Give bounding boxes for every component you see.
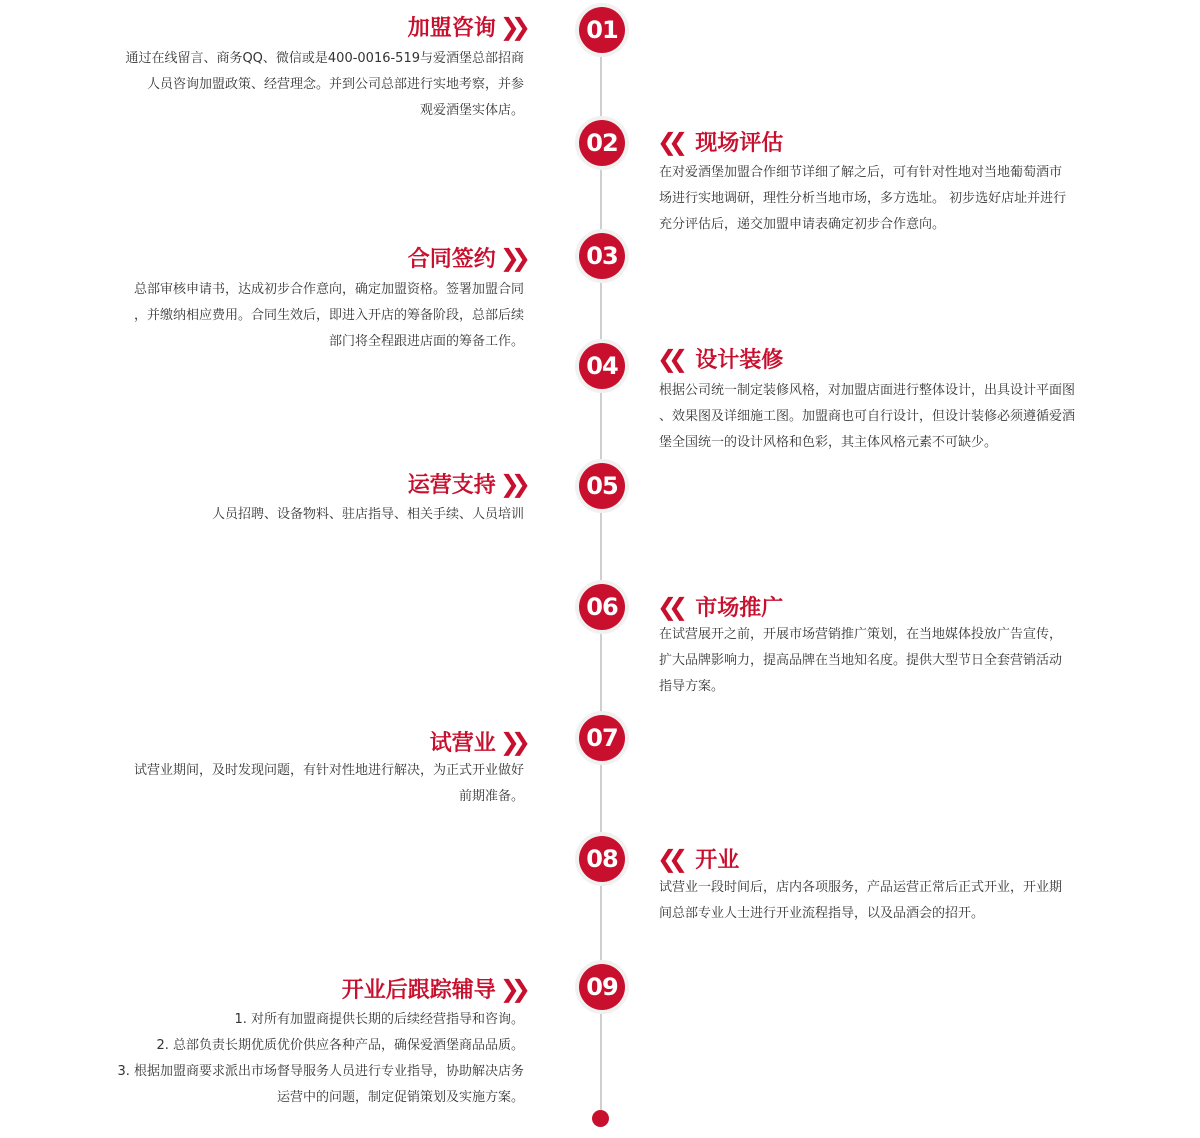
step-title-text: 设计装修: [695, 348, 784, 373]
step-number-badge: 02: [579, 120, 625, 166]
double-chevron-left-icon: ❮❮: [657, 845, 680, 873]
step-description-line: 在试营展开之前，开展市场营销推广策划，在当地媒体投放广告宣传，: [659, 627, 1063, 642]
step-description-line: 指导方案。: [659, 679, 725, 694]
step-title: [430, 727, 522, 759]
step-number-badge: 07: [579, 715, 625, 761]
step-number-badge: 05: [579, 463, 625, 509]
step-description-line: 通过在线留言、商务QQ、微信或是400-0016-519与爱酒堡总部招商: [125, 51, 524, 66]
step-description-line: 、效果图及详细施工图。加盟商也可自行设计，但设计装修必须遵循爱酒: [659, 409, 1076, 424]
step-title-text: 现场评估: [695, 131, 784, 156]
step-title: [657, 127, 783, 159]
double-chevron-right-icon: ❯❯: [499, 728, 522, 756]
step-title-text: 市场推广: [695, 596, 784, 621]
double-chevron-right-icon: ❯❯: [499, 975, 522, 1003]
step-description-line: 扩大品牌影响力，提高品牌在当地知名度。提供大型节日全套营销活动: [659, 653, 1063, 668]
step-title: [408, 243, 522, 275]
step-title-text: 试营业: [429, 731, 496, 756]
step-description-line: 观爱酒堡实体店。: [419, 103, 524, 118]
step-description-line: 2. 总部负责长期优质优价供应各种产品，确保爱酒堡商品品质。: [156, 1038, 524, 1053]
step-number-badge: 06: [579, 584, 625, 630]
step-title: [657, 344, 783, 376]
step-description: [659, 378, 1129, 456]
step-number-badge: 04: [579, 343, 625, 389]
double-chevron-left-icon: ❮❮: [657, 345, 680, 373]
step-description-line: 在对爱酒堡加盟合作细节详细了解之后，可有针对性地对当地葡萄酒市: [659, 165, 1063, 180]
step-number-badge: 08: [579, 836, 625, 882]
step-description-line: 前期准备。: [458, 789, 524, 804]
step-description-line: 充分评估后，递交加盟申请表确定初步合作意向。: [659, 217, 946, 232]
step-description-line: 部门将全程跟进店面的筹备工作。: [328, 334, 524, 349]
step-title: [342, 974, 522, 1006]
step-title: [657, 844, 739, 876]
step-description: [54, 758, 524, 810]
step-description: [54, 1007, 524, 1111]
step-description-line: 试营业一段时间后，店内各项服务，产品运营正常后正式开业，开业期: [659, 880, 1063, 895]
step-description-line: 场进行实地调研，理性分析当地市场，多方选址。 初步选好店址并进行: [659, 191, 1067, 206]
double-chevron-left-icon: ❮❮: [657, 593, 680, 621]
double-chevron-left-icon: ❮❮: [657, 128, 680, 156]
double-chevron-right-icon: ❯❯: [499, 470, 522, 498]
step-number-badge: 09: [579, 964, 625, 1010]
step-description-line: ，并缴纳相应费用。合同生效后，即进入开店的筹备阶段，总部后续: [133, 308, 524, 323]
step-description: [54, 46, 524, 124]
step-title-text: 开业: [695, 848, 740, 873]
step-description-line: 根据公司统一制定装修风格，对加盟店面进行整体设计，出具设计平面图: [659, 383, 1076, 398]
step-description-line: 运营中的问题，制定促销策划及实施方案。: [276, 1090, 524, 1105]
double-chevron-right-icon: ❯❯: [499, 13, 522, 41]
step-title-text: 加盟咨询: [407, 16, 496, 41]
step-description-line: 人员咨询加盟政策、经营理念。并到公司总部进行实地考察，并参: [146, 77, 524, 92]
timeline-axis-line: [600, 30, 602, 1120]
step-description: [54, 277, 524, 355]
step-title: [408, 469, 522, 501]
step-description-line: 堡全国统一的设计风格和色彩，其主体风格元素不可缺少。: [659, 435, 998, 450]
step-title-text: 合同签约: [407, 247, 496, 272]
step-description-line: 1. 对所有加盟商提供长期的后续经营指导和咨询。: [234, 1012, 524, 1027]
step-number-badge: 03: [579, 233, 625, 279]
step-description: [54, 502, 524, 528]
step-description: [659, 875, 1129, 927]
step-title-text: 运营支持: [407, 473, 496, 498]
step-description-line: 3. 根据加盟商要求派出市场督导服务人员进行专业指导，协助解决店务: [117, 1064, 524, 1079]
step-description-line: 总部审核申请书，达成初步合作意向，确定加盟资格。签署加盟合同: [133, 282, 524, 297]
step-title: [657, 592, 783, 624]
step-title-text: 开业后跟踪辅导: [341, 978, 496, 1003]
step-title: [408, 12, 522, 44]
step-description: [659, 160, 1129, 238]
timeline-end-dot: [592, 1110, 609, 1127]
step-number-badge: 01: [579, 7, 625, 53]
double-chevron-right-icon: ❯❯: [499, 244, 522, 272]
step-description-line: 人员招聘、设备物料、驻店指导、相关手续、人员培训: [211, 507, 524, 522]
step-description-line: 试营业期间，及时发现问题，有针对性地进行解决，为正式开业做好: [133, 763, 524, 778]
step-description: [659, 622, 1129, 700]
step-description-line: 间总部专业人士进行开业流程指导，以及品酒会的招开。: [659, 906, 985, 921]
